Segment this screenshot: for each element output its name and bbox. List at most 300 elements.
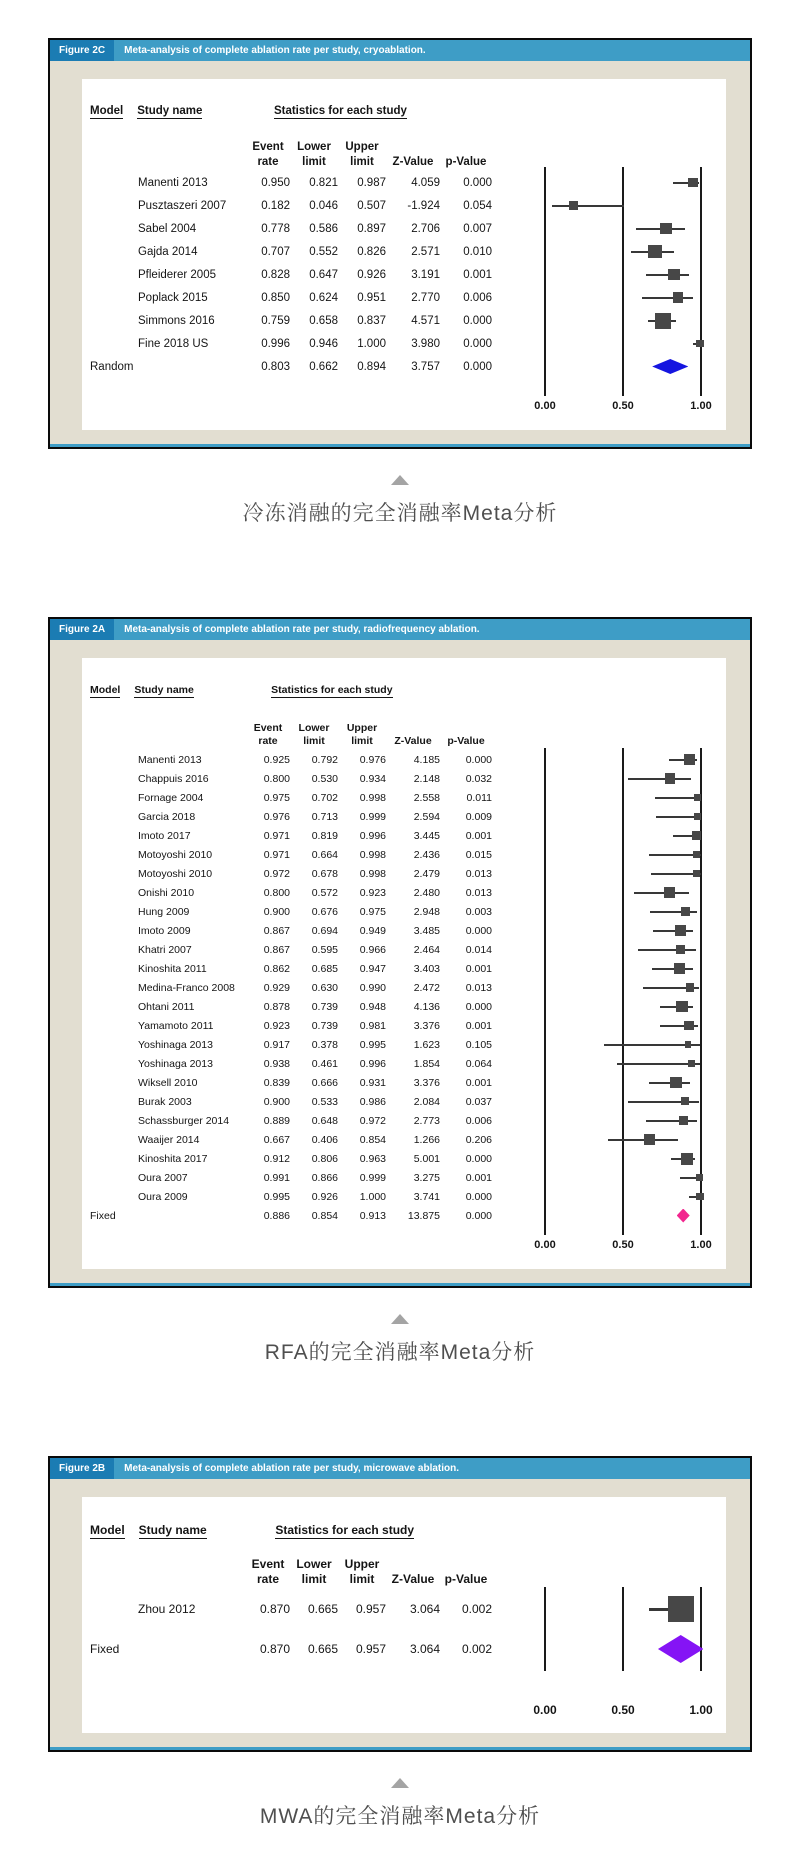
upper-limit-cell: 0.931 <box>359 1076 386 1089</box>
study-row <box>82 1168 726 1187</box>
study-row <box>82 769 726 788</box>
upper-limit-cell: 0.966 <box>359 943 386 956</box>
forest-plot-area <box>82 1497 726 1733</box>
study-row <box>82 883 726 902</box>
confidence-interval-whisker <box>653 930 693 932</box>
p-value-cell: 0.001 <box>465 962 492 975</box>
p-value-cell: 0.011 <box>466 791 492 804</box>
p-value-cell: 0.006 <box>463 291 492 304</box>
point-estimate-marker <box>696 340 704 348</box>
model-column-header: Model <box>90 684 121 696</box>
study-name-cell: Pfleiderer 2005 <box>138 268 216 281</box>
study-rows <box>82 1589 726 1669</box>
z-value-cell: 3.741 <box>413 1190 440 1203</box>
point-estimate-marker <box>685 1041 692 1048</box>
point-estimate-marker <box>676 1001 688 1013</box>
p-value-cell: 0.006 <box>465 1114 492 1127</box>
point-estimate-marker <box>660 223 672 235</box>
event-rate-cell: 0.923 <box>263 1019 290 1032</box>
x-axis-tick-label: 0.00 <box>533 1703 557 1717</box>
event-rate-cell: 0.991 <box>263 1171 290 1184</box>
study-name-cell: Fine 2018 US <box>138 337 209 350</box>
lower-limit-cell: 0.806 <box>311 1152 338 1165</box>
study-row <box>82 263 726 286</box>
study-name-column-header: Study name <box>138 1523 207 1537</box>
study-name-cell: Kinoshita 2011 <box>138 962 207 975</box>
upper-limit-cell: 1.000 <box>357 337 386 350</box>
event-rate-cell: 0.995 <box>263 1190 290 1203</box>
upper-limit-cell: 0.507 <box>357 199 386 212</box>
lower-limit-cell: 0.406 <box>311 1133 338 1146</box>
p-value-cell: 0.009 <box>465 810 492 823</box>
p-value-cell: 0.000 <box>465 924 492 937</box>
z-value-cell: 2.594 <box>413 810 440 823</box>
confidence-interval-whisker <box>646 1120 697 1122</box>
study-row <box>82 286 726 309</box>
model-cell: Random <box>90 360 134 373</box>
study-name-cell: Simmons 2016 <box>138 314 215 327</box>
point-estimate-marker <box>665 773 675 783</box>
column-header-p-value: p-Value <box>445 155 487 168</box>
lower-limit-cell: 0.533 <box>311 1095 338 1108</box>
p-value-cell: 0.013 <box>465 981 492 994</box>
event-rate-cell: 0.976 <box>263 810 290 823</box>
upper-limit-cell: 0.996 <box>359 829 386 842</box>
event-rate-cell: 0.938 <box>263 1057 290 1070</box>
study-row <box>82 1092 726 1111</box>
event-rate-cell: 0.886 <box>263 1209 290 1222</box>
lower-limit-cell: 0.648 <box>311 1114 338 1127</box>
figure-title: Meta-analysis of complete ablation rate per study, microwave ablation. <box>124 1463 460 1474</box>
x-axis <box>82 1703 726 1719</box>
confidence-interval-whisker <box>638 949 696 951</box>
study-row <box>82 978 726 997</box>
z-value-cell: 2.436 <box>413 848 440 861</box>
upper-limit-cell: 0.957 <box>355 1642 386 1656</box>
upper-limit-cell: 0.999 <box>359 810 386 823</box>
point-estimate-marker <box>668 269 679 280</box>
point-estimate-marker <box>569 201 578 210</box>
z-value-cell: 2.571 <box>411 245 440 258</box>
figure-caption: RFA的完全消融率Meta分析 <box>264 1341 536 1364</box>
figure-panel-body <box>50 1479 750 1747</box>
upper-limit-cell: 0.951 <box>357 291 386 304</box>
study-name-cell: Poplack 2015 <box>138 291 208 304</box>
stat-column-headers <box>82 129 726 171</box>
study-row <box>82 1054 726 1073</box>
upper-limit-cell: 0.948 <box>359 1000 386 1013</box>
upper-limit-cell: 0.923 <box>359 886 386 899</box>
summary-diamond <box>677 1209 690 1223</box>
upper-limit-cell: 0.998 <box>359 791 386 804</box>
column-header-lower-limit: Lower limit <box>298 721 330 747</box>
column-header-lower-limit: Lower limit <box>297 141 331 168</box>
study-name-cell: Garcia 2018 <box>138 810 196 823</box>
z-value-cell: 3.980 <box>411 337 440 350</box>
z-value-cell: 3.191 <box>411 268 440 281</box>
summary-row <box>82 355 726 378</box>
event-rate-cell: 0.867 <box>263 924 290 937</box>
study-row <box>82 921 726 940</box>
event-rate-cell: 0.925 <box>263 753 290 766</box>
lower-limit-cell: 0.866 <box>311 1171 338 1184</box>
figure-title: Meta-analysis of complete ablation rate per study, radiofrequency ablation. <box>124 624 480 635</box>
study-name-cell: Zhou 2012 <box>138 1602 196 1616</box>
panel-bottom-rule <box>50 1747 750 1750</box>
figure-title-bar <box>50 619 750 640</box>
model-cell: Fixed <box>90 1642 120 1656</box>
study-row <box>82 217 726 240</box>
event-rate-cell: 0.870 <box>259 1602 290 1616</box>
upper-limit-cell: 0.854 <box>359 1133 386 1146</box>
z-value-cell: 4.571 <box>411 314 440 327</box>
study-name-cell: Fornage 2004 <box>138 791 204 804</box>
study-name-cell: Khatri 2007 <box>138 943 192 956</box>
event-rate-cell: 0.839 <box>263 1076 290 1089</box>
study-row <box>82 997 726 1016</box>
upper-limit-cell: 0.999 <box>359 1171 386 1184</box>
event-rate-cell: 0.667 <box>263 1133 290 1146</box>
figure-title-bar <box>50 40 750 61</box>
lower-limit-cell: 0.739 <box>311 1019 338 1032</box>
point-estimate-marker <box>673 292 683 302</box>
x-axis <box>82 400 726 416</box>
study-rows <box>82 171 726 378</box>
x-axis-tick-label: 0.00 <box>534 400 556 412</box>
point-estimate-marker <box>684 754 695 765</box>
column-header-z-value: Z-Value <box>392 155 434 168</box>
forest-plot-area <box>82 658 726 1269</box>
upper-limit-cell: 0.963 <box>359 1152 386 1165</box>
x-axis-tick-label: 1.00 <box>690 1239 712 1251</box>
upper-limit-cell: 0.926 <box>357 268 386 281</box>
event-rate-cell: 0.862 <box>263 962 290 975</box>
figure-divider <box>0 1314 800 1368</box>
point-estimate-marker <box>648 245 662 259</box>
study-row <box>82 309 726 332</box>
point-estimate-marker <box>681 1097 689 1105</box>
upper-limit-cell: 0.987 <box>357 176 386 189</box>
lower-limit-cell: 0.595 <box>311 943 338 956</box>
study-name-cell: Imoto 2009 <box>138 924 191 937</box>
lower-limit-cell: 0.378 <box>311 1038 338 1051</box>
figure-title: Meta-analysis of complete ablation rate per study, cryoablation. <box>124 45 426 56</box>
study-name-cell: Onishi 2010 <box>138 886 195 899</box>
event-rate-cell: 0.929 <box>263 981 290 994</box>
p-value-cell: 0.000 <box>465 1190 492 1203</box>
p-value-cell: 0.000 <box>465 1000 492 1013</box>
study-name-column-header: Study name <box>134 684 194 696</box>
z-value-cell: 4.136 <box>413 1000 440 1013</box>
point-estimate-marker <box>655 313 671 329</box>
p-value-cell: 0.001 <box>465 1019 492 1032</box>
figure-panel <box>48 1456 752 1752</box>
study-name-cell: Burak 2003 <box>138 1095 192 1108</box>
figures-article <box>0 38 800 1832</box>
event-rate-cell: 0.182 <box>261 199 290 212</box>
study-row <box>82 1187 726 1206</box>
z-value-cell: 1.623 <box>413 1038 440 1051</box>
stat-column-headers <box>82 708 726 750</box>
upper-limit-cell: 0.972 <box>359 1114 386 1127</box>
lower-limit-cell: 0.685 <box>311 962 338 975</box>
point-estimate-marker <box>688 178 697 187</box>
point-estimate-marker <box>681 1153 693 1165</box>
collapse-triangle-icon <box>391 1778 409 1788</box>
lower-limit-cell: 0.572 <box>311 886 338 899</box>
p-value-cell: 0.014 <box>465 943 492 956</box>
figure-panel <box>48 38 752 449</box>
column-header-spacer <box>82 708 246 750</box>
x-axis-tick-label: 0.00 <box>534 1239 556 1251</box>
event-rate-cell: 0.867 <box>263 943 290 956</box>
lower-limit-cell: 0.819 <box>311 829 338 842</box>
column-header-event-rate: Event rate <box>251 1557 285 1586</box>
study-name-cell: Imoto 2017 <box>138 829 191 842</box>
column-header-spacer <box>82 1547 246 1589</box>
figure-caption: MWA的完全消融率Meta分析 <box>259 1805 541 1828</box>
study-row <box>82 1130 726 1149</box>
point-estimate-marker <box>692 831 700 839</box>
lower-limit-cell: 0.739 <box>311 1000 338 1013</box>
study-name-cell: Yoshinaga 2013 <box>138 1038 213 1051</box>
upper-limit-cell: 0.947 <box>359 962 386 975</box>
lower-limit-cell: 0.666 <box>311 1076 338 1089</box>
collapse-triangle-icon <box>391 475 409 485</box>
p-value-cell: 0.013 <box>465 867 492 880</box>
z-value-cell: 2.706 <box>411 222 440 235</box>
upper-limit-cell: 0.894 <box>357 360 386 373</box>
study-rows <box>82 750 726 1225</box>
z-value-cell: 13.875 <box>407 1209 440 1222</box>
study-row <box>82 1016 726 1035</box>
x-axis-tick-label: 1.00 <box>690 400 712 412</box>
study-name-cell: Gajda 2014 <box>138 245 198 258</box>
p-value-cell: 0.000 <box>463 337 492 350</box>
x-axis-tick-label: 0.50 <box>612 1239 634 1251</box>
statistics-column-header: Statistics for each study <box>275 1523 415 1537</box>
event-rate-cell: 0.996 <box>261 337 290 350</box>
z-value-cell: 2.479 <box>413 867 440 880</box>
study-name-cell: Medina-Franco 2008 <box>138 981 235 994</box>
study-name-cell: Wiksell 2010 <box>138 1076 198 1089</box>
figure-title-bar <box>50 1458 750 1479</box>
lower-limit-cell: 0.926 <box>311 1190 338 1203</box>
p-value-cell: 0.002 <box>461 1642 492 1656</box>
point-estimate-marker <box>694 794 701 801</box>
figure-divider <box>0 475 800 529</box>
upper-limit-cell: 0.837 <box>357 314 386 327</box>
study-row <box>82 788 726 807</box>
lower-limit-cell: 0.946 <box>309 337 338 350</box>
event-rate-cell: 0.900 <box>263 1095 290 1108</box>
event-rate-cell: 0.950 <box>261 176 290 189</box>
column-header-spacer <box>82 129 246 171</box>
z-value-cell: 2.948 <box>413 905 440 918</box>
upper-limit-cell: 1.000 <box>359 1190 386 1203</box>
column-header-upper-limit: Upper limit <box>346 721 378 747</box>
p-value-cell: 0.000 <box>465 1209 492 1222</box>
study-row <box>82 845 726 864</box>
event-rate-cell: 0.912 <box>263 1152 290 1165</box>
study-name-cell: Ohtani 2011 <box>138 1000 195 1013</box>
collapse-triangle-icon <box>391 1314 409 1324</box>
study-name-cell: Waaijer 2014 <box>138 1133 200 1146</box>
lower-limit-cell: 0.678 <box>311 867 338 880</box>
study-row <box>82 750 726 769</box>
point-estimate-marker <box>679 1116 688 1125</box>
lower-limit-cell: 0.792 <box>311 753 338 766</box>
p-value-cell: 0.032 <box>465 772 492 785</box>
study-name-cell: Pusztaszeri 2007 <box>138 199 227 212</box>
table-header-row <box>82 105 726 129</box>
upper-limit-cell: 0.996 <box>359 1057 386 1070</box>
z-value-cell: 2.480 <box>413 886 440 899</box>
p-value-cell: 0.002 <box>461 1602 492 1616</box>
upper-limit-cell: 0.976 <box>359 753 386 766</box>
upper-limit-cell: 0.957 <box>355 1602 386 1616</box>
z-value-cell: 1.266 <box>413 1133 440 1146</box>
study-name-column-header: Study name <box>137 105 203 117</box>
study-row <box>82 902 726 921</box>
event-rate-cell: 0.889 <box>263 1114 290 1127</box>
event-rate-cell: 0.971 <box>263 848 290 861</box>
confidence-interval-whisker <box>634 892 689 894</box>
figure-divider <box>0 1778 800 1832</box>
event-rate-cell: 0.759 <box>261 314 290 327</box>
model-cell: Fixed <box>90 1209 116 1222</box>
upper-limit-cell: 0.998 <box>359 867 386 880</box>
lower-limit-cell: 0.821 <box>309 176 338 189</box>
lower-limit-cell: 0.694 <box>311 924 338 937</box>
study-name-cell: Motoyoshi 2010 <box>138 848 213 861</box>
lower-limit-cell: 0.664 <box>311 848 338 861</box>
z-value-cell: 2.770 <box>411 291 440 304</box>
upper-limit-cell: 0.934 <box>359 772 386 785</box>
column-header-z-value: Z-Value <box>391 1572 435 1586</box>
column-header-upper-limit: Upper limit <box>344 1557 380 1586</box>
z-value-cell: 2.558 <box>413 791 440 804</box>
p-value-cell: 0.001 <box>465 1076 492 1089</box>
z-value-cell: 2.773 <box>413 1114 440 1127</box>
study-row <box>82 1589 726 1629</box>
z-value-cell: 2.084 <box>413 1095 440 1108</box>
summary-diamond <box>658 1635 704 1663</box>
z-value-cell: 3.376 <box>413 1076 440 1089</box>
point-estimate-marker <box>694 813 701 820</box>
confidence-interval-whisker <box>552 205 624 207</box>
z-value-cell: 2.464 <box>413 943 440 956</box>
study-row <box>82 959 726 978</box>
point-estimate-marker <box>693 870 700 877</box>
study-name-cell: Manenti 2013 <box>138 753 202 766</box>
p-value-cell: 0.000 <box>465 1152 492 1165</box>
x-axis-tick-label: 0.50 <box>611 1703 635 1717</box>
p-value-cell: 0.010 <box>463 245 492 258</box>
event-rate-cell: 0.971 <box>263 829 290 842</box>
stat-column-headers <box>82 1547 726 1589</box>
z-value-cell: 3.064 <box>409 1642 440 1656</box>
lower-limit-cell: 0.461 <box>311 1057 338 1070</box>
column-header-event-rate: Event rate <box>253 721 283 747</box>
point-estimate-marker <box>693 851 700 858</box>
study-name-cell: Motoyoshi 2010 <box>138 867 213 880</box>
model-column-header: Model <box>90 1523 125 1537</box>
event-rate-cell: 0.800 <box>263 772 290 785</box>
event-rate-cell: 0.850 <box>261 291 290 304</box>
point-estimate-marker <box>668 1596 694 1622</box>
lower-limit-cell: 0.586 <box>309 222 338 235</box>
upper-limit-cell: 0.990 <box>359 981 386 994</box>
p-value-cell: 0.013 <box>465 886 492 899</box>
z-value-cell: 3.757 <box>411 360 440 373</box>
upper-limit-cell: 0.981 <box>359 1019 386 1032</box>
z-value-cell: 5.001 <box>413 1152 440 1165</box>
confidence-interval-whisker <box>652 968 693 970</box>
study-name-cell: Oura 2009 <box>138 1190 188 1203</box>
summary-row <box>82 1206 726 1225</box>
study-name-cell: Hung 2009 <box>138 905 190 918</box>
panel-bottom-rule <box>50 1283 750 1286</box>
panel-bottom-rule <box>50 444 750 447</box>
model-column-header: Model <box>90 105 124 117</box>
upper-limit-cell: 0.949 <box>359 924 386 937</box>
lower-limit-cell: 0.630 <box>311 981 338 994</box>
upper-limit-cell: 0.826 <box>357 245 386 258</box>
upper-limit-cell: 0.897 <box>357 222 386 235</box>
study-name-cell: Chappuis 2016 <box>138 772 209 785</box>
point-estimate-marker <box>696 1193 704 1201</box>
figure-panel-body <box>50 61 750 444</box>
point-estimate-marker <box>688 1060 695 1067</box>
lower-limit-cell: 0.624 <box>309 291 338 304</box>
z-value-cell: 3.485 <box>413 924 440 937</box>
p-value-cell: 0.007 <box>463 222 492 235</box>
p-value-cell: 0.037 <box>465 1095 492 1108</box>
study-name-cell: Oura 2007 <box>138 1171 188 1184</box>
column-header-upper-limit: Upper limit <box>345 141 379 168</box>
p-value-cell: 0.206 <box>465 1133 492 1146</box>
point-estimate-marker <box>675 925 686 936</box>
z-value-cell: 4.059 <box>411 176 440 189</box>
p-value-cell: 0.001 <box>463 268 492 281</box>
study-row <box>82 194 726 217</box>
study-name-cell: Manenti 2013 <box>138 176 208 189</box>
p-value-cell: 0.000 <box>463 176 492 189</box>
z-value-cell: 3.445 <box>413 829 440 842</box>
p-value-cell: 0.105 <box>465 1038 492 1051</box>
study-name-cell: Yamamoto 2011 <box>138 1019 214 1032</box>
point-estimate-marker <box>664 887 675 898</box>
event-rate-cell: 0.803 <box>261 360 290 373</box>
study-row <box>82 807 726 826</box>
event-rate-cell: 0.878 <box>263 1000 290 1013</box>
p-value-cell: 0.054 <box>463 199 492 212</box>
z-value-cell: -1.924 <box>407 199 440 212</box>
lower-limit-cell: 0.662 <box>309 360 338 373</box>
event-rate-cell: 0.972 <box>263 867 290 880</box>
column-header-lower-limit: Lower limit <box>296 1557 332 1586</box>
column-header-p-value: p-Value <box>447 734 485 747</box>
p-value-cell: 0.000 <box>465 753 492 766</box>
x-axis-tick-label: 1.00 <box>689 1703 713 1717</box>
study-row <box>82 1035 726 1054</box>
study-row <box>82 171 726 194</box>
study-row <box>82 1073 726 1092</box>
study-name-cell: Yoshinaga 2013 <box>138 1057 213 1070</box>
lower-limit-cell: 0.713 <box>311 810 338 823</box>
summary-diamond <box>652 359 688 374</box>
